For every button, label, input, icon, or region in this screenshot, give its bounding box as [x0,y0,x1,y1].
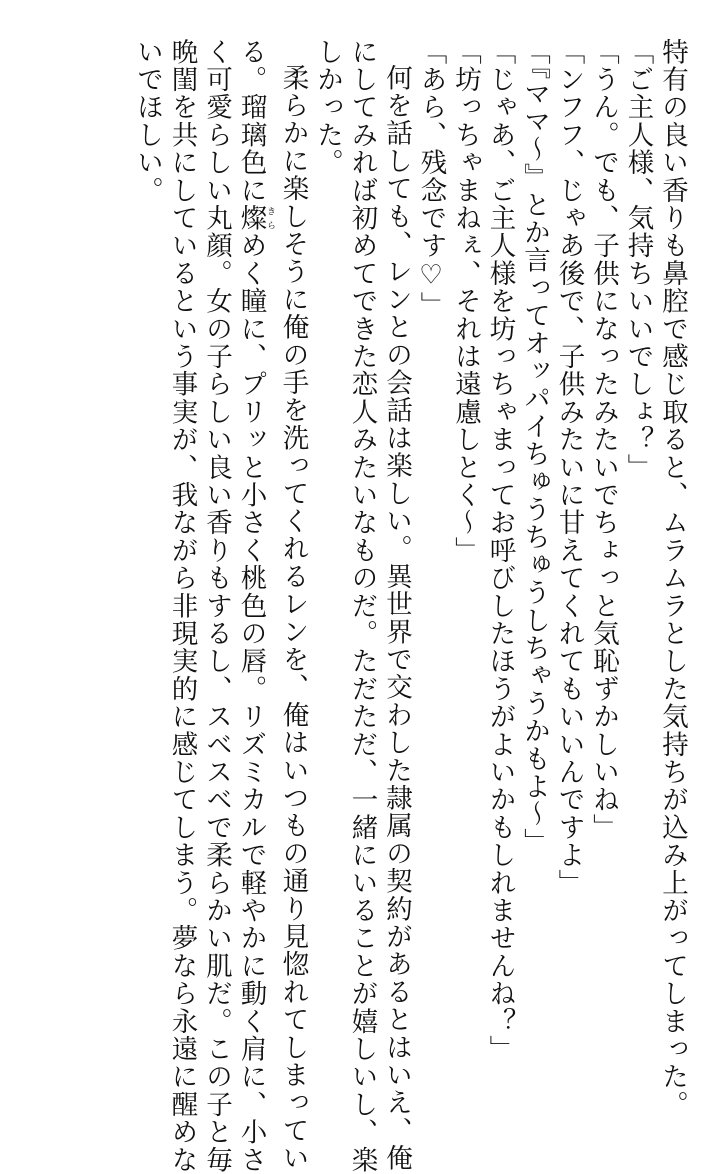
text-line-with-ruby [233,38,275,1174]
ruby-base: 燦 [235,204,267,232]
dialogue-line: 「じゃあ、ご主人様を坊っちゃまってお呼びしたほうがよいかもしれませんね？」 [484,38,516,1063]
dialogue-line: 「坊っちゃまねぇ、それは遠慮しとく〜」 [450,38,481,565]
dialogue-line: 「ンフフ、じゃあ後で、子供みたいに甘えてくれてもいいんですよ」 [553,38,585,897]
text-line: 晩閨を共にしているという事実が、我ながら非現実的に感じてしまう。夢なら永遠に醒めな [166,38,198,1174]
paragraph-start-line: 柔らかに楽しそうに俺の手を洗ってくれるレンを、俺はいつもの通り見惚れてしまってい [277,64,309,1172]
text-line: しかった。 [312,38,343,177]
vertical-text-body [130,38,690,1174]
ruby-reading: きら [265,204,275,232]
text-segment: めく瞳に、プリッと小さく桃色の唇。リズミカルで軽やかに動く肩に、小さ [235,231,267,1174]
dialogue-line: 「うん。でも、子供になったみたいでちょっと気恥ずかしいね」 [588,38,619,842]
text-line: く可愛らしい丸顔。女の子らしい良い香りもするし、スベスベで柔らかい肌だ。この子と毎 [201,38,232,1174]
dialogue-line: 「あら、残念です♡」 [415,38,447,320]
dialogue-line: 「『ママ〜』とか言ってオッパイちゅうちゅうしちゃうかもよ〜」 [519,38,550,856]
text-line: 特有の良い香りも鼻腔で感じ取ると、ムラムラとした気持ちが込み上がってしまった。 [657,38,688,1119]
paragraph-start-line: 何を話しても、レンとの会話は楽しい。異世界で交わした隷属の契約があるとはいえ、俺 [381,64,412,1172]
dialogue-line: 「ご主人様、気持ちいいでしょ？」 [622,38,654,482]
text-line: いでほしい。 [132,38,163,205]
text-line: にしてみれば初めてできた恋人みたいなものだ。ただただ、一緒にいることが嬉しいし、楽 [346,38,378,1174]
text-segment: る。瑠璃色に [235,38,267,205]
ruby-annotation [235,204,275,232]
